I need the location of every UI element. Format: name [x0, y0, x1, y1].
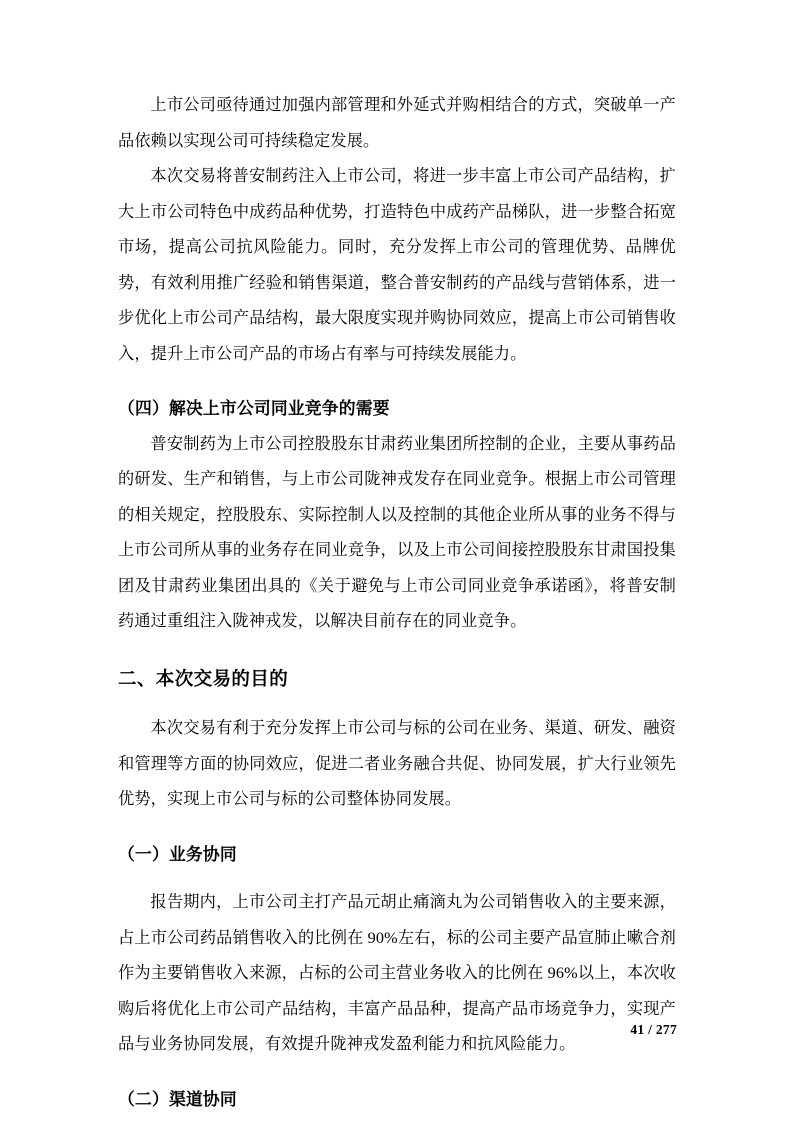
paragraph: 上市公司亟待通过加强内部管理和外延式并购相结合的方式，突破单一产品依赖以实现公司可持续稳定发展。: [118, 96, 676, 150]
spacer: [118, 872, 676, 885]
page-content: [118, 88, 676, 1117]
spacer: [118, 640, 676, 663]
section-heading-two: 二、本次交易的目的: [118, 669, 289, 690]
paragraph: 本次交易将普安制药注入上市公司，将进一步丰富上市公司产品结构，扩大上市公司特色中成药品种优势，打造特色中成药产品梯队，进一步整合拓宽市场，提高公司抗风险能力。同时，充分发挥上市公司的管理优势、品牌优势，有效利用推广经验和销售渠道，整合普安制药的产品线与营销体系，进一步优化上市公司产品结构，最大限度实现并购协同效应，提高上市公司销售收入，提升上市公司产品的市场占有率与可持续发展能力。: [118, 167, 676, 363]
spacer: [118, 698, 676, 711]
page-number: 41 / 277: [630, 1022, 677, 1037]
paragraph: 本次交易有利于充分发挥上市公司与标的公司在业务、渠道、研发、融资和管理等方面的协同效应，促进二者业务融合共促、协同发展，扩大行业领先优势，实现上市公司与标的公司整体协同发展。: [118, 719, 676, 808]
section-heading-1: （一）业务协同: [118, 844, 237, 864]
section-heading-4: （四）解决上市公司同业竞争的需要: [118, 399, 390, 418]
spacer: [118, 818, 676, 837]
paragraph: 普安制药为上市公司控股股东甘肃药业集团所控制的企业，主要从事药品的研发、生产和销售，与上市公司陇神戎发存在同业竞争。根据上市公司管理的相关规定，控股股东、实际控制人以及控制的其他企业所从事的业务不得与上市公司所从事的业务存在同业竞争，以及上市公司间接控股股东甘肃国投集团及甘肃药业集团出具的《关于避免与上市公司同业竞争承诺函》，将普安制药通过重组注入陇神戎发，以解决目前存在的同业竞争。: [118, 434, 676, 630]
section-heading-2: （二）渠道协同: [118, 1089, 237, 1109]
spacer: [118, 372, 676, 391]
spacer: [118, 1063, 676, 1082]
paragraph: 报告期内，上市公司主打产品元胡止痛滴丸为公司销售收入的主要来源，占上市公司药品销售收入的比例在 90%左右，标的公司主要产品宣肺止嗽合剂作为主要销售收入来源，占标的公司主营业务收入的比例在 96%以上，本次收购后将优化上市公司产品结构，丰富产品品种，提高产品市场竞争力，实现产品与业务协同发展，有效提升陇神戎发盈利能力和抗风险能力。: [118, 893, 676, 1053]
